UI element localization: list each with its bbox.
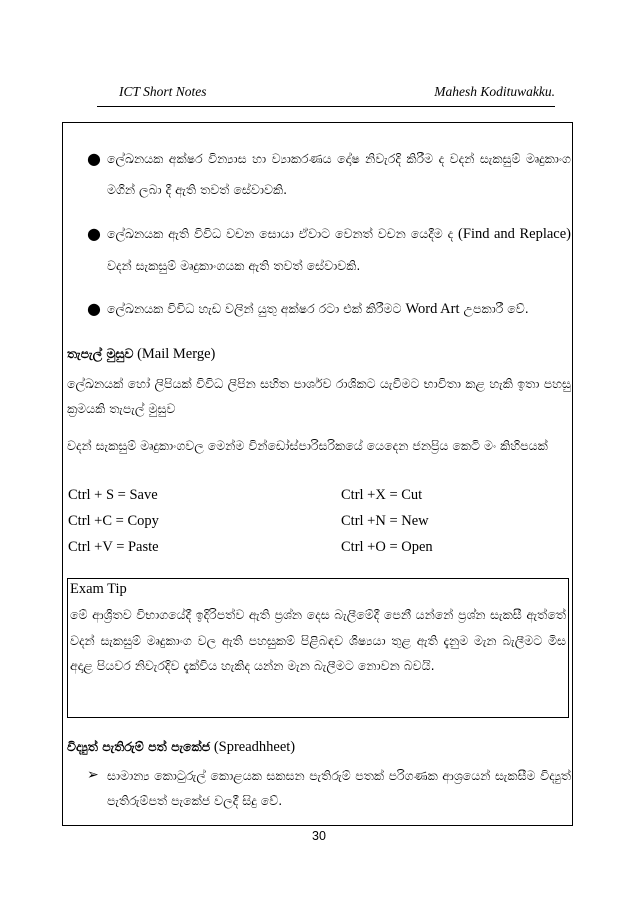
shortcut-paste: Ctrl +V = Paste [68, 539, 159, 555]
shortcut-save: Ctrl + S = Save [68, 487, 158, 503]
arrow-bullet-icon: ➢ [87, 767, 99, 783]
mail-merge-heading: තැපැල් මුසුව (Mail Merge) [67, 346, 216, 362]
spreadsheet-heading: විද්‍යුත් පැතිරුම් පත් පැකේජ (Spreadhheet) [67, 739, 296, 755]
exam-tip-title: Exam Tip [70, 581, 127, 597]
shortcuts-intro: වදන් සැකසුම් මෘදුකාංගවල මෙන්ම වින්ඩෝස්පාරිසරිකයේ යෙදෙන ජනප්‍රිය කෙටි මං කිහිපයක් [67, 438, 548, 453]
shortcut-open: Ctrl +O = Open [341, 539, 433, 555]
exam-tip-box [67, 578, 569, 718]
header-left-title: ICT Short Notes [119, 84, 207, 99]
bullet-dot-icon: ● [87, 224, 101, 243]
bullet-dot-icon: ● [87, 299, 101, 318]
bullet-text: ලේඛනයක විවිධ හැඩ වලින් යුතු අක්ෂර රටා එක් කිරීමට Word Art උපකාරී වේ. [107, 301, 529, 317]
find-replace-term: (Find and Replace) [458, 226, 571, 242]
word-art-term: Word Art [405, 301, 460, 317]
spreadsheet-item-text: සාමාන්‍ය කොටුරුල් කොළයක සකසන පැතිරුම් පතක් පරිගණක ආශ්‍රයෙන් සැකසීම විද්‍යුත් පැතිරුම්පත් පැකේජ වලදී සිදු වේ. [107, 768, 571, 808]
exam-tip-body: මේ ආශ්‍රිතව විභාගයේදී ඉදිරිපත්ව ඇති ප්‍රශ්න දෙස බැලීමේදී පෙනී යන්නේ ප්‍රශ්න සැකසී ඇත්තේ වදන් සැකසුම් මෘදුකාංග වල ඇති පහසුකම් පිළිබඳව ශිෂ්‍යයා තුළ ඇති දැනුම මැන බැලීමට මිස අදාළ පියවර නිවැරදිව දැක්විය හැකිද යන්න මැන බැලීමට නොවන බවයි. [70, 607, 566, 673]
shortcut-copy: Ctrl +C = Copy [68, 513, 159, 529]
shortcut-cut: Ctrl +X = Cut [341, 487, 423, 503]
bullet-dot-icon: ● [87, 149, 101, 168]
page-number: 30 [312, 829, 326, 843]
page-header [97, 84, 555, 107]
header-author: Mahesh Kodituwakku. [434, 84, 555, 99]
mail-merge-paragraph: ලේඛනයක් හෝ ලිපියක් විවිධ ලිපින සහිත පාර්ශව රාශිකට යැවීමට භාවිතා කළ හැකි ඉතා පහසු ක්‍රමයකි තැපැල් මුසුව [67, 376, 571, 416]
shortcut-new: Ctrl +N = New [341, 513, 429, 529]
bullet-text: ලේඛනයක අක්ෂර වින්‍යාස හා ව්‍යාකරණය දෝෂ නිවැරදි කිරීම ද වදන් සැකසුම් මෘදුකාංග මගින් ලබා දී ඇති තවත් සේවාවකි. [107, 151, 571, 197]
bullet-text: ලේඛනයක ඇති විවිධ වචන සොයා ඒවාට වෙනත් වචන යෙදීම ද (Find and Replace) වදන් සැකසුම් මෘදුකාංගයක ඇති තවත් සේවාවකි. [107, 226, 571, 273]
